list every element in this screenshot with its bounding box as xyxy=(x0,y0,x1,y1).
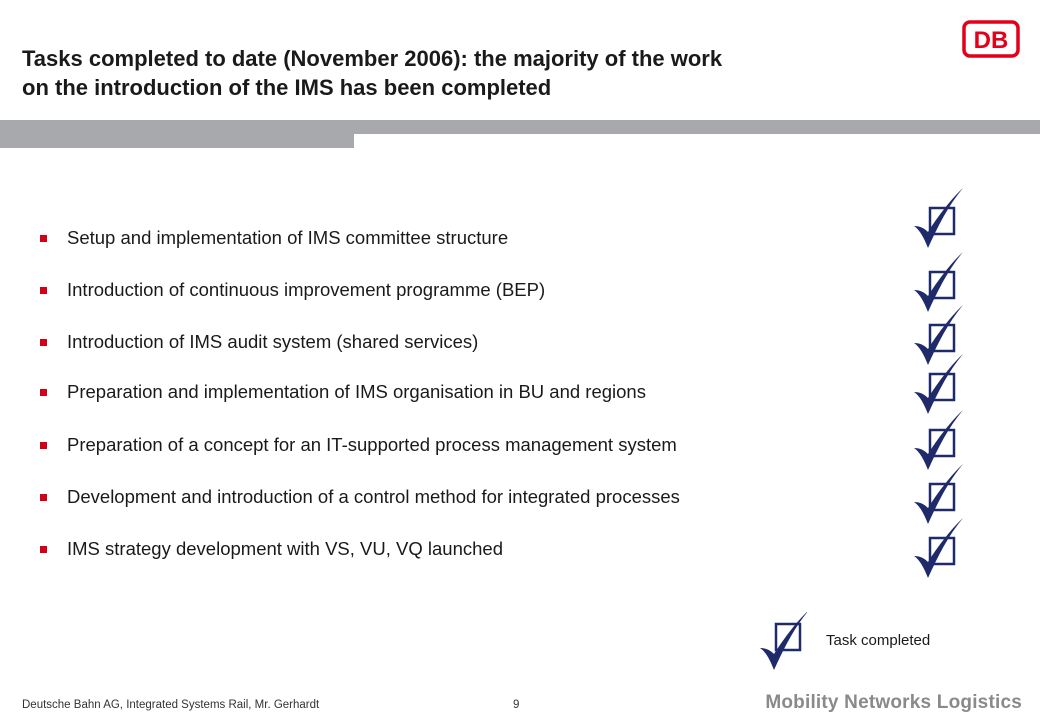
task-item xyxy=(40,224,900,252)
bullet-icon xyxy=(40,494,47,501)
task-label: Introduction of IMS audit system (shared services) xyxy=(67,331,479,352)
checkbox-checked-icon xyxy=(908,186,968,252)
header-accent-bar xyxy=(0,134,354,148)
bullet-icon xyxy=(40,235,47,242)
task-label: Preparation and implementation of IMS organisation in BU and regions xyxy=(67,381,646,402)
db-logo-text: DB xyxy=(973,27,1009,54)
checkbox-checked-icon xyxy=(908,516,968,582)
db-logo xyxy=(962,20,1020,58)
task-item xyxy=(40,431,900,459)
task-label: Setup and implementation of IMS committee structure xyxy=(67,227,509,248)
legend-checkbox-checked-icon xyxy=(758,612,818,678)
task-label: Development and introduction of a control method for integrated processes xyxy=(67,486,680,507)
task-item xyxy=(40,378,900,406)
task-item xyxy=(40,483,900,511)
title-line-2: on the introduction of the IMS has been completed xyxy=(22,75,552,100)
footer-presenter: Deutsche Bahn AG, Integrated Systems Rail, Mr. Gerhardt xyxy=(22,699,320,711)
header-divider-bar xyxy=(0,120,1040,134)
bullet-icon xyxy=(40,442,47,449)
legend-label: Task completed xyxy=(826,632,931,649)
page-number: 9 xyxy=(513,699,520,711)
task-label: Introduction of continuous improvement programme (BEP) xyxy=(67,279,546,300)
task-item xyxy=(40,328,900,356)
task-label: Preparation of a concept for an IT-supported process management system xyxy=(67,434,677,455)
task-item xyxy=(40,535,900,563)
brand-tagline: Mobility Networks Logistics xyxy=(765,692,1022,713)
bullet-icon xyxy=(40,389,47,396)
bullet-icon xyxy=(40,287,47,294)
task-label: IMS strategy development with VS, VU, VQ launched xyxy=(67,538,503,559)
bullet-icon xyxy=(40,546,47,553)
title-line-1: Tasks completed to date (November 2006): the majority of the work xyxy=(22,46,723,71)
bullet-icon xyxy=(40,339,47,346)
slide-title xyxy=(22,44,902,102)
task-item xyxy=(40,276,900,304)
